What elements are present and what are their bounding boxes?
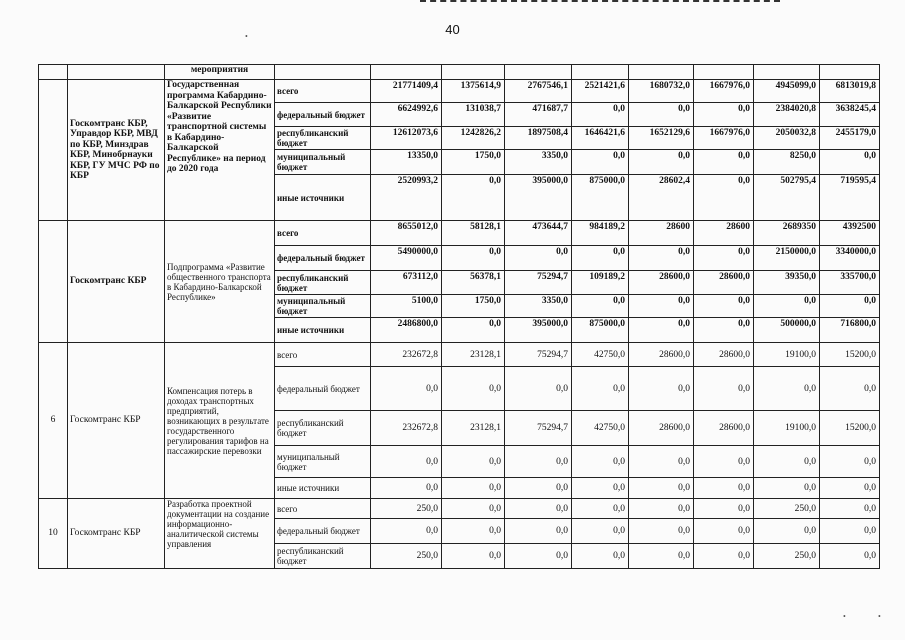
value-cell: 75294,7 bbox=[505, 411, 572, 446]
value-cell: 0,0 bbox=[820, 150, 880, 175]
value-cell: 2767546,1 bbox=[505, 80, 572, 103]
value-cell: 0,0 bbox=[629, 103, 694, 127]
value-cell: 335700,0 bbox=[820, 271, 880, 295]
value-cell: 395000,0 bbox=[505, 318, 572, 343]
value-cell: 0,0 bbox=[694, 295, 754, 318]
value-cell: 0,0 bbox=[694, 499, 754, 519]
value-cell: 23128,1 bbox=[442, 343, 505, 367]
value-cell: 1667976,0 bbox=[694, 127, 754, 150]
value-cell: 500000,0 bbox=[754, 318, 820, 343]
value-cell: 0,0 bbox=[442, 499, 505, 519]
executor-cell: Госкомтранс КБР bbox=[68, 221, 165, 343]
value-cell: 0,0 bbox=[694, 544, 754, 569]
value-cell: 875000,0 bbox=[572, 175, 629, 221]
funding-source-cell: республиканский бюджет bbox=[275, 127, 371, 150]
value-cell: 13350,0 bbox=[371, 150, 442, 175]
value-cell: 0,0 bbox=[572, 446, 629, 478]
value-cell: 2486800,0 bbox=[371, 318, 442, 343]
value-cell: 4945099,0 bbox=[754, 80, 820, 103]
table-row bbox=[39, 80, 880, 103]
value-cell: 21771409,4 bbox=[371, 80, 442, 103]
value-cell: 0,0 bbox=[694, 246, 754, 271]
row-index: 6 bbox=[39, 343, 68, 499]
value-cell: 19100,0 bbox=[754, 343, 820, 367]
value-cell: 3350,0 bbox=[505, 150, 572, 175]
value-cell: 395000,0 bbox=[505, 175, 572, 221]
value-cell: 0,0 bbox=[505, 246, 572, 271]
value-cell: 2384020,8 bbox=[754, 103, 820, 127]
funding-source-cell: муниципальный бюджет bbox=[275, 446, 371, 478]
value-cell: 3340000,0 bbox=[820, 246, 880, 271]
value-cell: 28602,4 bbox=[629, 175, 694, 221]
value-cell: 1242826,2 bbox=[442, 127, 505, 150]
value-cell: 4392500 bbox=[820, 221, 880, 246]
table-header-row bbox=[39, 65, 880, 80]
row-index bbox=[39, 80, 68, 221]
value-cell: 15200,0 bbox=[820, 343, 880, 367]
value-cell: 56378,1 bbox=[442, 271, 505, 295]
funding-source-cell: республиканский бюджет bbox=[275, 271, 371, 295]
funding-source-cell: иные источники bbox=[275, 175, 371, 221]
value-cell: 1680732,0 bbox=[629, 80, 694, 103]
value-cell: 0,0 bbox=[442, 519, 505, 544]
value-cell: 0,0 bbox=[820, 544, 880, 569]
funding-source-cell: всего bbox=[275, 499, 371, 519]
value-cell: 2521421,6 bbox=[572, 80, 629, 103]
value-cell: 75294,7 bbox=[505, 343, 572, 367]
value-cell: 0,0 bbox=[694, 367, 754, 411]
value-cell: 250,0 bbox=[754, 544, 820, 569]
value-cell: 0,0 bbox=[820, 367, 880, 411]
value-cell: 0,0 bbox=[754, 295, 820, 318]
value-cell: 1646421,6 bbox=[572, 127, 629, 150]
value-cell: 1750,0 bbox=[442, 295, 505, 318]
value-cell: 1897508,4 bbox=[505, 127, 572, 150]
value-cell: 0,0 bbox=[820, 478, 880, 499]
value-cell: 232672,8 bbox=[371, 411, 442, 446]
value-cell: 1750,0 bbox=[442, 150, 505, 175]
funding-source-cell: федеральный бюджет bbox=[275, 367, 371, 411]
value-cell: 0,0 bbox=[505, 519, 572, 544]
value-cell: 8250,0 bbox=[754, 150, 820, 175]
value-cell: 28600 bbox=[629, 221, 694, 246]
value-cell: 0,0 bbox=[505, 499, 572, 519]
value-cell: 0,0 bbox=[629, 446, 694, 478]
value-cell: 0,0 bbox=[694, 519, 754, 544]
value-cell: 716800,0 bbox=[820, 318, 880, 343]
value-cell: 0,0 bbox=[572, 150, 629, 175]
value-cell: 0,0 bbox=[371, 367, 442, 411]
budget-table bbox=[38, 64, 880, 569]
funding-source-cell: всего bbox=[275, 343, 371, 367]
value-cell: 28600,0 bbox=[629, 271, 694, 295]
value-cell: 109189,2 bbox=[572, 271, 629, 295]
value-cell: 0,0 bbox=[371, 478, 442, 499]
header-measures: мероприятия bbox=[165, 65, 275, 80]
value-cell: 3350,0 bbox=[505, 295, 572, 318]
value-cell: 0,0 bbox=[694, 175, 754, 221]
scan-dot: • bbox=[878, 612, 881, 621]
value-cell: 28600,0 bbox=[629, 343, 694, 367]
value-cell: 15200,0 bbox=[820, 411, 880, 446]
value-cell: 0,0 bbox=[629, 478, 694, 499]
value-cell: 0,0 bbox=[442, 478, 505, 499]
value-cell: 0,0 bbox=[572, 519, 629, 544]
value-cell: 2520993,2 bbox=[371, 175, 442, 221]
scan-dot: • bbox=[843, 612, 846, 621]
funding-source-cell: муниципальный бюджет bbox=[275, 150, 371, 175]
value-cell: 0,0 bbox=[754, 446, 820, 478]
value-cell: 0,0 bbox=[442, 367, 505, 411]
value-cell: 0,0 bbox=[572, 367, 629, 411]
value-cell: 42750,0 bbox=[572, 343, 629, 367]
value-cell: 2455179,0 bbox=[820, 127, 880, 150]
value-cell: 0,0 bbox=[694, 103, 754, 127]
value-cell: 23128,1 bbox=[442, 411, 505, 446]
value-cell: 28600 bbox=[694, 221, 754, 246]
value-cell: 6624992,6 bbox=[371, 103, 442, 127]
value-cell: 0,0 bbox=[694, 318, 754, 343]
value-cell: 0,0 bbox=[572, 295, 629, 318]
value-cell: 2150000,0 bbox=[754, 246, 820, 271]
value-cell: 1667976,0 bbox=[694, 80, 754, 103]
value-cell: 2050032,8 bbox=[754, 127, 820, 150]
value-cell: 19100,0 bbox=[754, 411, 820, 446]
value-cell: 28600,0 bbox=[694, 271, 754, 295]
value-cell: 0,0 bbox=[629, 318, 694, 343]
funding-source-cell: иные источники bbox=[275, 478, 371, 499]
executor-cell: Госкомтранс КБР bbox=[68, 343, 165, 499]
table-row bbox=[39, 499, 880, 519]
value-cell: 0,0 bbox=[442, 446, 505, 478]
program-name-cell: Государственная программа Кабардино-Балкарской Республики «Развитие транспортной системы в Кабардино-Балкарской Республике» на период до 2020 года bbox=[165, 80, 275, 221]
value-cell: 250,0 bbox=[371, 499, 442, 519]
value-cell: 6813019,8 bbox=[820, 80, 880, 103]
value-cell: 0,0 bbox=[629, 544, 694, 569]
value-cell: 12612073,6 bbox=[371, 127, 442, 150]
page-number: 40 bbox=[445, 22, 460, 37]
value-cell: 0,0 bbox=[820, 499, 880, 519]
value-cell: 58128,1 bbox=[442, 221, 505, 246]
value-cell: 0,0 bbox=[629, 295, 694, 318]
value-cell: 0,0 bbox=[629, 519, 694, 544]
value-cell: 0,0 bbox=[442, 544, 505, 569]
value-cell: 875000,0 bbox=[572, 318, 629, 343]
funding-source-cell: республиканский бюджет bbox=[275, 544, 371, 569]
program-name-cell: Подпрограмма «Развитие общественного транспорта в Кабардино-Балкарской Республике» bbox=[165, 221, 275, 343]
row-index bbox=[39, 221, 68, 343]
executor-cell: Госкомтранс КБР, Управдор КБР, МВД по КБР, Минздрав КБР, Минобрнауки КБР, ГУ МЧС РФ по КБР bbox=[68, 80, 165, 221]
value-cell: 0,0 bbox=[754, 367, 820, 411]
funding-source-cell: федеральный бюджет bbox=[275, 519, 371, 544]
value-cell: 28600,0 bbox=[694, 343, 754, 367]
value-cell: 0,0 bbox=[754, 478, 820, 499]
value-cell: 0,0 bbox=[572, 103, 629, 127]
value-cell: 8655012,0 bbox=[371, 221, 442, 246]
value-cell: 0,0 bbox=[820, 519, 880, 544]
value-cell: 0,0 bbox=[371, 446, 442, 478]
executor-cell: Госкомтранс КБР bbox=[68, 499, 165, 569]
value-cell: 0,0 bbox=[572, 478, 629, 499]
top-scan-line bbox=[420, 0, 780, 5]
value-cell: 250,0 bbox=[754, 499, 820, 519]
value-cell: 0,0 bbox=[505, 446, 572, 478]
value-cell: 2689350 bbox=[754, 221, 820, 246]
value-cell: 673112,0 bbox=[371, 271, 442, 295]
value-cell: 42750,0 bbox=[572, 411, 629, 446]
value-cell: 0,0 bbox=[572, 499, 629, 519]
value-cell: 39350,0 bbox=[754, 271, 820, 295]
value-cell: 0,0 bbox=[505, 544, 572, 569]
funding-source-cell: федеральный бюджет bbox=[275, 103, 371, 127]
funding-source-cell: иные источники bbox=[275, 318, 371, 343]
value-cell: 1375614,9 bbox=[442, 80, 505, 103]
row-index: 10 bbox=[39, 499, 68, 569]
funding-source-cell: республиканский бюджет bbox=[275, 411, 371, 446]
value-cell: 0,0 bbox=[572, 544, 629, 569]
value-cell: 0,0 bbox=[442, 175, 505, 221]
funding-source-cell: всего bbox=[275, 80, 371, 103]
value-cell: 131038,7 bbox=[442, 103, 505, 127]
value-cell: 0,0 bbox=[371, 519, 442, 544]
value-cell: 473644,7 bbox=[505, 221, 572, 246]
funding-source-cell: всего bbox=[275, 221, 371, 246]
value-cell: 0,0 bbox=[754, 519, 820, 544]
value-cell: 0,0 bbox=[694, 478, 754, 499]
value-cell: 719595,4 bbox=[820, 175, 880, 221]
value-cell: 0,0 bbox=[629, 246, 694, 271]
value-cell: 0,0 bbox=[572, 246, 629, 271]
value-cell: 0,0 bbox=[629, 150, 694, 175]
program-name-cell: Компенсация потерь в доходах транспортных предприятий, возникающих в результате государственного регулирования тарифов на пассажирские перевозки bbox=[165, 343, 275, 499]
value-cell: 0,0 bbox=[442, 318, 505, 343]
value-cell: 5490000,0 bbox=[371, 246, 442, 271]
value-cell: 0,0 bbox=[694, 446, 754, 478]
value-cell: 471687,7 bbox=[505, 103, 572, 127]
value-cell: 0,0 bbox=[820, 446, 880, 478]
funding-source-cell: муниципальный бюджет bbox=[275, 295, 371, 318]
program-name-cell: Разработка проектной документации на создание информационно-аналитической системы управления bbox=[165, 499, 275, 569]
value-cell: 502795,4 bbox=[754, 175, 820, 221]
value-cell: 984189,2 bbox=[572, 221, 629, 246]
funding-source-cell: федеральный бюджет bbox=[275, 246, 371, 271]
table-row bbox=[39, 343, 880, 367]
value-cell: 0,0 bbox=[442, 246, 505, 271]
value-cell: 3638245,4 bbox=[820, 103, 880, 127]
value-cell: 5100,0 bbox=[371, 295, 442, 318]
value-cell: 28600,0 bbox=[629, 411, 694, 446]
value-cell: 0,0 bbox=[694, 150, 754, 175]
scan-dot: • bbox=[245, 32, 248, 41]
value-cell: 0,0 bbox=[629, 499, 694, 519]
value-cell: 0,0 bbox=[505, 478, 572, 499]
value-cell: 75294,7 bbox=[505, 271, 572, 295]
value-cell: 28600,0 bbox=[694, 411, 754, 446]
table-row bbox=[39, 221, 880, 246]
value-cell: 0,0 bbox=[820, 295, 880, 318]
value-cell: 250,0 bbox=[371, 544, 442, 569]
value-cell: 1652129,6 bbox=[629, 127, 694, 150]
value-cell: 0,0 bbox=[629, 367, 694, 411]
value-cell: 232672,8 bbox=[371, 343, 442, 367]
value-cell: 0,0 bbox=[505, 367, 572, 411]
